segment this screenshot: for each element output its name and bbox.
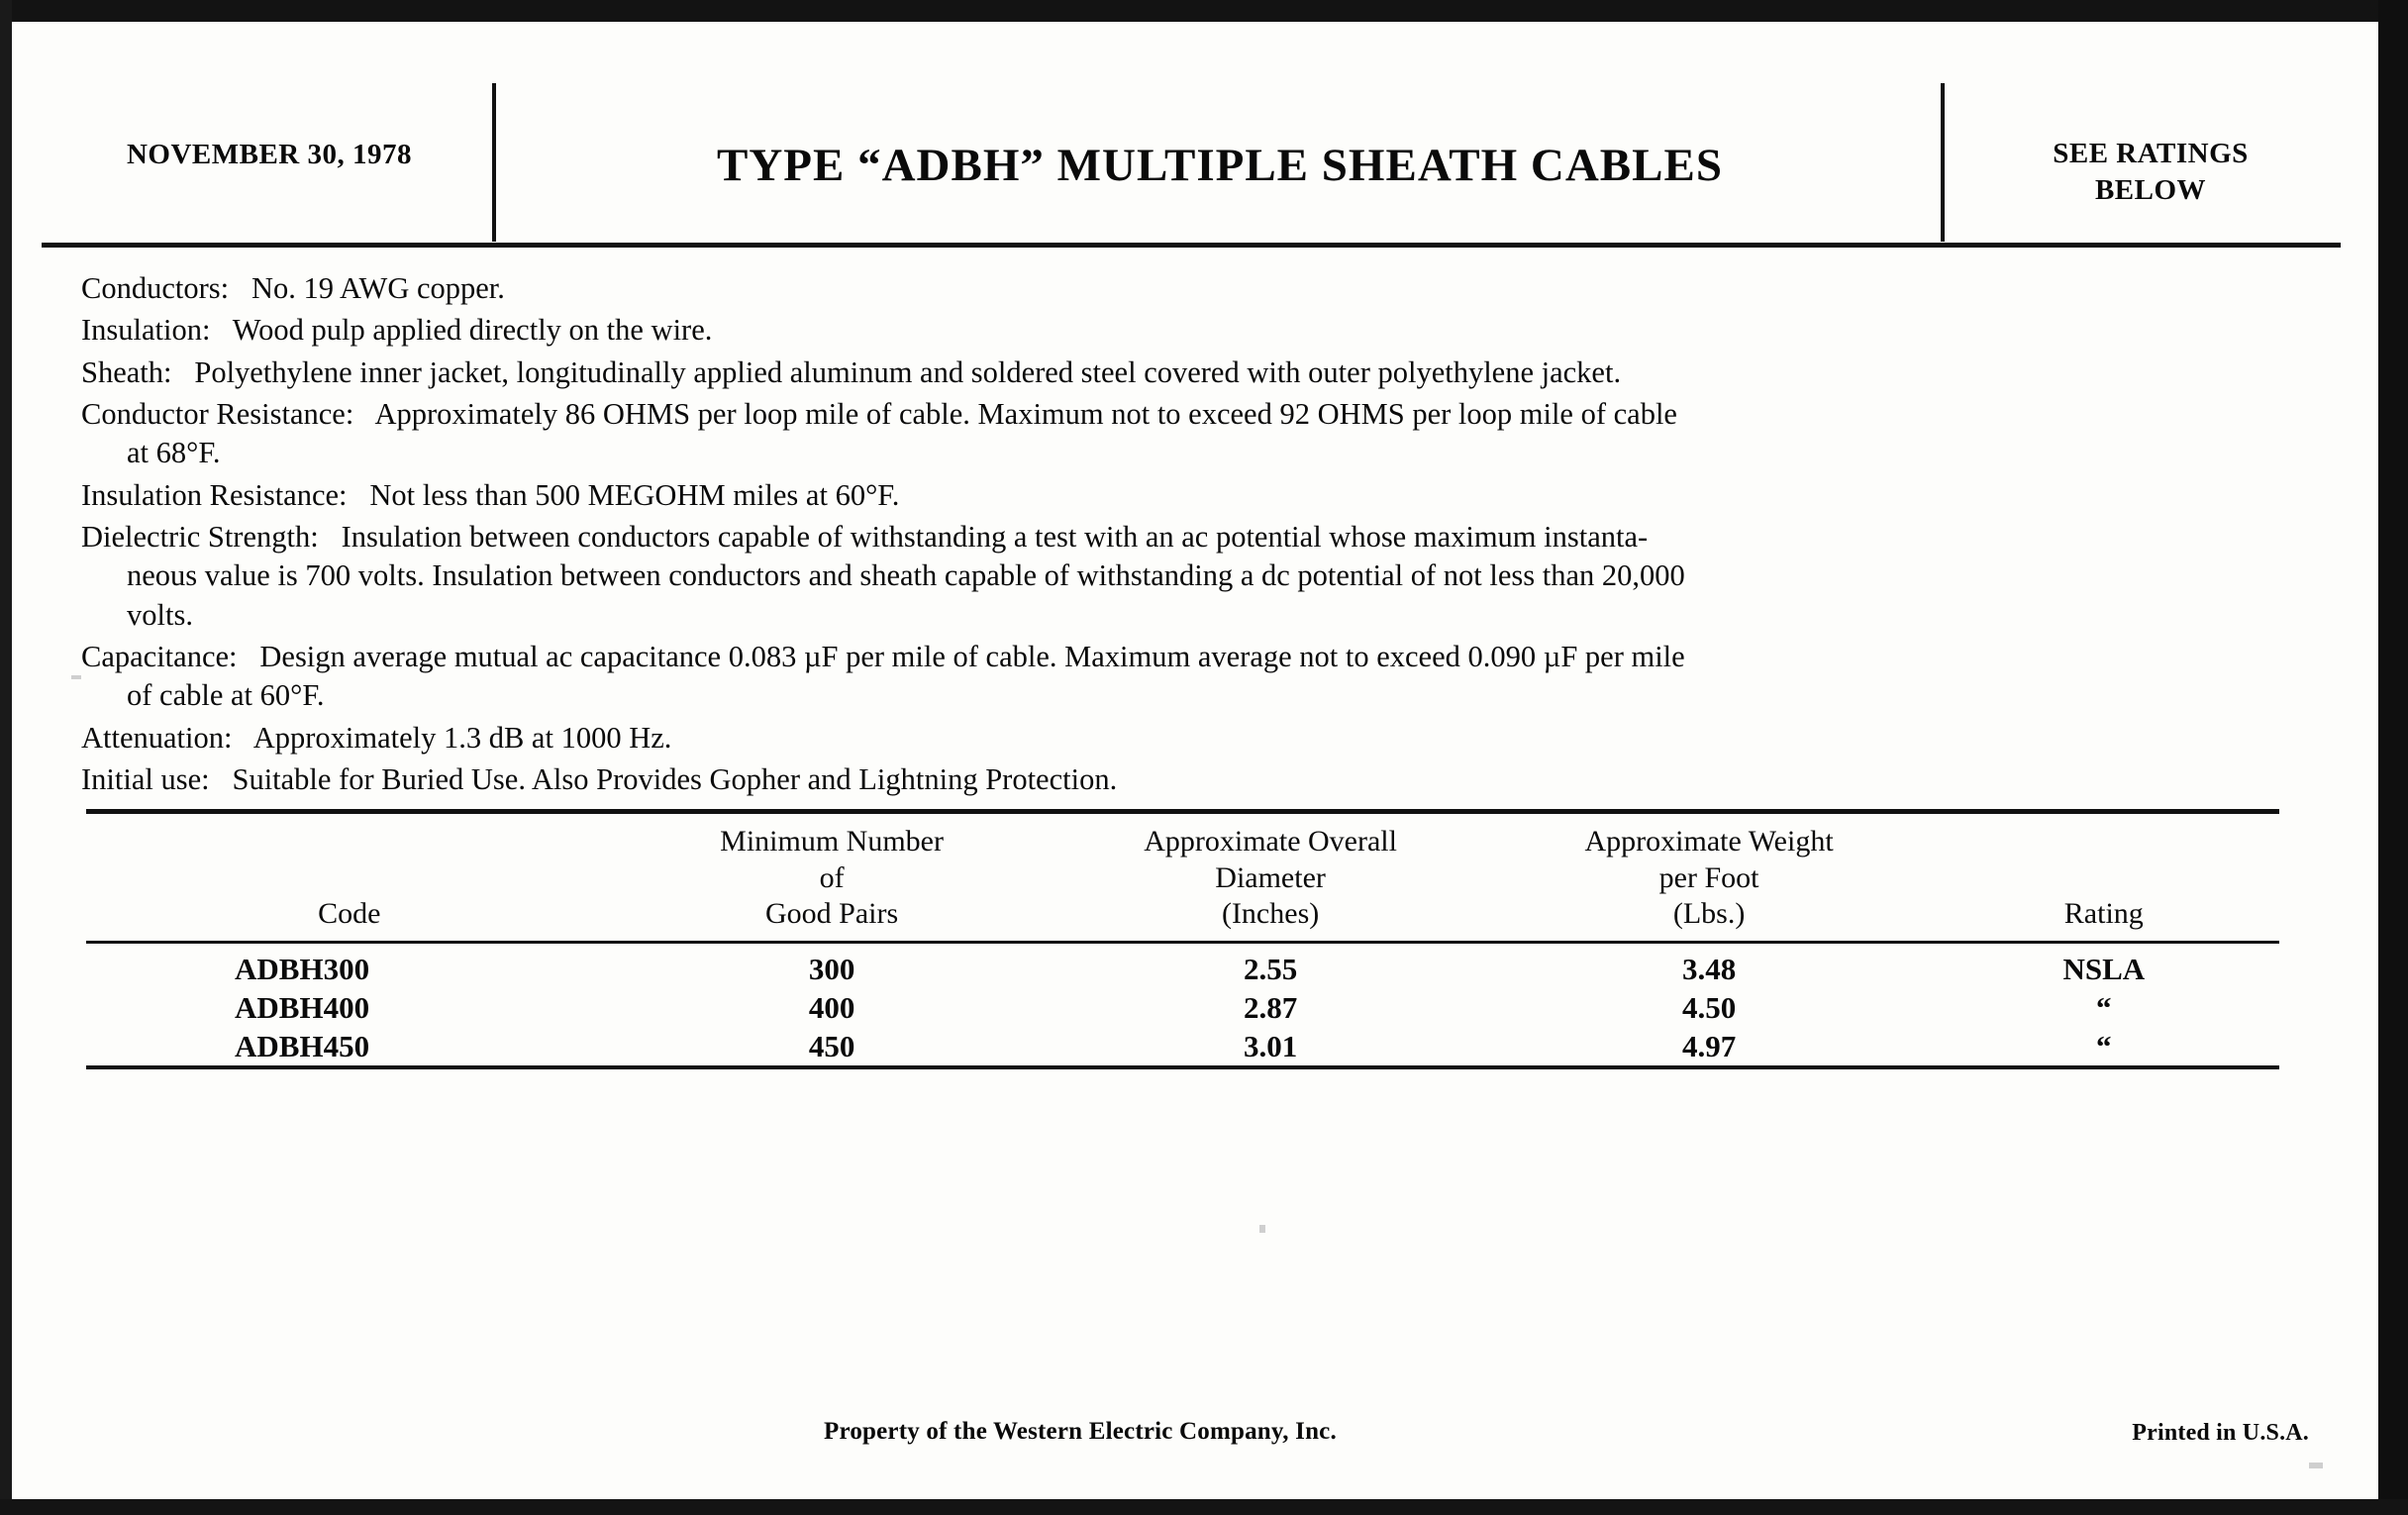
table-head bbox=[86, 814, 2279, 941]
scan-speck bbox=[71, 675, 81, 679]
spec-continuation: at 68°F. bbox=[127, 436, 221, 470]
column-header-code bbox=[86, 814, 613, 941]
table-header-row bbox=[86, 814, 2279, 941]
header-rule bbox=[42, 243, 2341, 248]
spec-value: Not less than 500 MEGOHM miles at 60°F. bbox=[369, 477, 900, 512]
table-row bbox=[86, 1027, 2279, 1065]
header-date: NOVEMBER 30, 1978 bbox=[126, 139, 413, 170]
spec-continuation-2: volts. bbox=[127, 597, 193, 632]
specifications-list bbox=[81, 269, 2349, 802]
spec-attenuation bbox=[81, 719, 2349, 758]
col-diam-line3: (Inches) bbox=[1221, 897, 1320, 931]
column-header-diameter bbox=[1052, 814, 1490, 941]
cell-rating: “ bbox=[2096, 989, 2112, 1025]
table-rule-bottom bbox=[86, 1065, 2279, 1069]
spec-conductors bbox=[81, 269, 2349, 308]
spec-dielectric-strength bbox=[81, 518, 2349, 635]
spec-label: Attenuation: bbox=[81, 720, 233, 755]
cell-rating: NSLA bbox=[2062, 951, 2146, 986]
spec-label: Initial use: bbox=[81, 762, 210, 797]
cell-weight: 4.50 bbox=[1681, 989, 1737, 1025]
spec-first-line bbox=[81, 395, 2349, 434]
header-ratings-note bbox=[1953, 136, 2349, 209]
column-header-rating bbox=[1929, 814, 2279, 941]
page-title: TYPE “ADBH” MULTIPLE SHEATH CABLES bbox=[717, 140, 1723, 191]
cell-diameter: 2.87 bbox=[1243, 989, 1298, 1025]
table-body bbox=[86, 950, 2279, 1065]
spec-label: Capacitance: bbox=[81, 640, 238, 674]
col-weight-line3: (Lbs.) bbox=[1672, 897, 1746, 931]
cell-pairs: 400 bbox=[808, 989, 855, 1025]
spec-initial-use bbox=[81, 760, 2349, 799]
spec-value: Design average mutual ac capacitance 0.083 µF per mile of cable. Maximum average not to exceed 0.090 µF per mile bbox=[259, 640, 1685, 674]
spec-label: Conductor Resistance: bbox=[81, 397, 354, 432]
column-header-good-pairs bbox=[613, 814, 1052, 941]
spec-sheath bbox=[81, 354, 2349, 392]
scan-border-bottom bbox=[0, 1499, 2408, 1515]
cell-code: ADBH400 bbox=[235, 989, 370, 1025]
cell-rating: “ bbox=[2096, 1028, 2112, 1063]
column-header-weight bbox=[1490, 814, 1929, 941]
spec-value: Approximately 86 OHMS per loop mile of cable. Maximum not to exceed 92 OHMS per loop mile of cable bbox=[374, 397, 1677, 432]
spec-label: Sheath: bbox=[81, 354, 172, 389]
cell-diameter: 2.55 bbox=[1243, 951, 1298, 986]
spec-label: Dielectric Strength: bbox=[81, 520, 319, 555]
col-code-line3: Code bbox=[318, 897, 381, 931]
scan-border-right bbox=[2378, 0, 2408, 1515]
cell-code: ADBH450 bbox=[235, 1028, 370, 1063]
col-pairs-line1: Minimum Number bbox=[720, 825, 944, 858]
header-divider-left bbox=[492, 83, 496, 242]
cable-data-table bbox=[86, 814, 2279, 941]
document-sheet bbox=[12, 22, 2378, 1499]
scan-speck bbox=[2309, 1463, 2323, 1468]
footer-printed-notice: Printed in U.S.A. bbox=[2132, 1420, 2309, 1446]
spec-continuation: of cable at 60°F. bbox=[127, 678, 325, 713]
page-header bbox=[42, 61, 2341, 210]
spec-continuation: neous value is 700 volts. Insulation between conductors and sheath capable of withstanding a dc potential of not less than 20,000 bbox=[127, 558, 1685, 593]
scan-border-top bbox=[0, 0, 2408, 22]
col-diam-line1: Approximate Overall bbox=[1144, 825, 1397, 858]
spec-label: Insulation: bbox=[81, 313, 211, 348]
ratings-table bbox=[86, 809, 2279, 1069]
scan-speck bbox=[1259, 1225, 1265, 1233]
header-ratings-line2: BELOW bbox=[2094, 174, 2207, 207]
cell-pairs: 300 bbox=[808, 951, 855, 986]
cell-weight: 3.48 bbox=[1681, 951, 1737, 986]
spec-insulation-resistance bbox=[81, 476, 2349, 515]
spec-capacitance bbox=[81, 638, 2349, 716]
col-pairs-line2: of bbox=[819, 860, 845, 894]
cell-pairs: 450 bbox=[808, 1028, 855, 1063]
spec-value: Suitable for Buried Use. Also Provides Gopher and Lightning Protection. bbox=[232, 762, 1118, 797]
spec-insulation bbox=[81, 311, 2349, 350]
col-diam-line2: Diameter bbox=[1215, 860, 1326, 894]
scan-border-left bbox=[0, 0, 12, 1515]
spec-value: Approximately 1.3 dB at 1000 Hz. bbox=[252, 720, 672, 755]
spec-label: Insulation Resistance: bbox=[81, 477, 348, 512]
col-rating-line3: Rating bbox=[2063, 897, 2144, 931]
spec-value: No. 19 AWG copper. bbox=[251, 271, 505, 305]
header-ratings-line1: SEE RATINGS bbox=[2053, 138, 2249, 169]
spec-value: Wood pulp applied directly on the wire. bbox=[232, 313, 713, 348]
footer-property-notice: Property of the Western Electric Company, Inc. bbox=[824, 1418, 1337, 1445]
table-row bbox=[86, 950, 2279, 988]
header-divider-right bbox=[1941, 83, 1945, 242]
cell-code: ADBH300 bbox=[235, 951, 370, 986]
cell-diameter: 3.01 bbox=[1243, 1028, 1298, 1063]
table-row bbox=[86, 988, 2279, 1027]
spec-first-line bbox=[81, 638, 2349, 676]
cable-data-body bbox=[86, 950, 2279, 1065]
spec-conductor-resistance bbox=[81, 395, 2349, 473]
col-pairs-line3: Good Pairs bbox=[765, 897, 899, 931]
spec-label: Conductors: bbox=[81, 271, 230, 305]
spec-value: Insulation between conductors capable of withstanding a test with an ac potential whose maximum instanta- bbox=[341, 520, 1649, 555]
col-weight-line2: per Foot bbox=[1658, 860, 1759, 894]
spec-value: Polyethylene inner jacket, longitudinally applied aluminum and soldered steel covered with outer polyethylene jacket. bbox=[194, 354, 1622, 389]
col-weight-line1: Approximate Weight bbox=[1584, 825, 1834, 858]
cell-weight: 4.97 bbox=[1681, 1028, 1737, 1063]
spec-first-line bbox=[81, 518, 2349, 556]
